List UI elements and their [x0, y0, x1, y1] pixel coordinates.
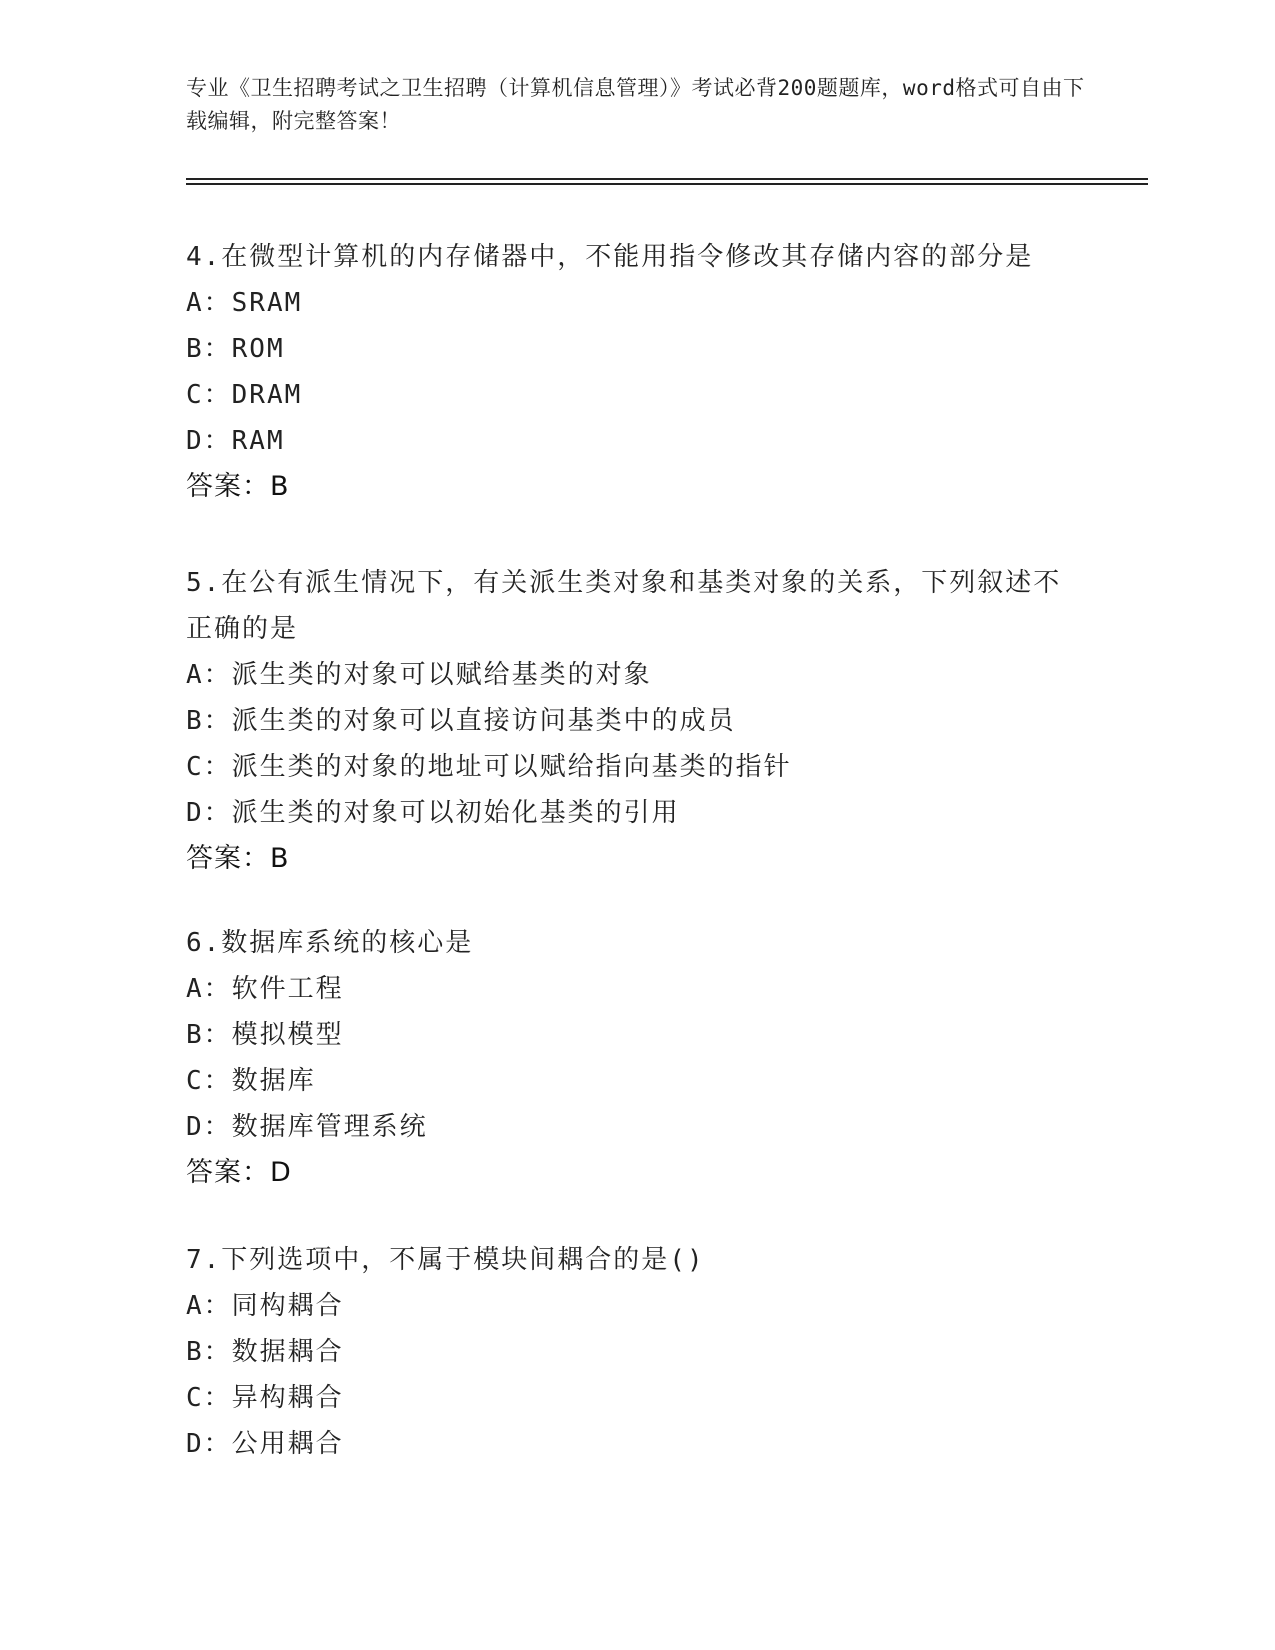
question-5 — [186, 560, 1086, 882]
question-7 — [186, 1237, 1086, 1467]
option-d: D：RAM — [186, 426, 285, 456]
option-d: D：数据库管理系统 — [186, 1112, 428, 1142]
option-c: C：异构耦合 — [186, 1383, 344, 1413]
header-text: 专业《卫生招聘考试之卫生招聘（计算机信息管理）》考试必背200题题库，word格式可自由下载编辑，附完整答案！ — [186, 76, 1085, 133]
option-d: D：派生类的对象可以初始化基类的引用 — [186, 798, 680, 828]
question-stem: 5.在公有派生情况下，有关派生类对象和基类对象的关系，下列叙述不正确的是 — [186, 568, 1062, 644]
question-stem: 4.在微型计算机的内存储器中，不能用指令修改其存储内容的部分是 — [186, 242, 1034, 272]
answer: 答案：D — [186, 1157, 292, 1188]
header-divider-top — [186, 178, 1148, 180]
header-divider-bottom — [186, 183, 1148, 185]
question-6 — [186, 920, 1086, 1196]
option-b: B：ROM — [186, 334, 285, 364]
answer: 答案：B — [186, 471, 290, 502]
option-d: D：公用耦合 — [186, 1429, 344, 1459]
option-b: B：模拟模型 — [186, 1020, 344, 1050]
document-header — [186, 72, 1086, 138]
option-c: C：DRAM — [186, 380, 303, 410]
question-stem: 7.下列选项中，不属于模块间耦合的是() — [186, 1245, 705, 1275]
option-c: C：派生类的对象的地址可以赋给指向基类的指针 — [186, 752, 792, 782]
option-c: C：数据库 — [186, 1066, 316, 1096]
option-a: A：同构耦合 — [186, 1291, 344, 1321]
option-b: B：派生类的对象可以直接访问基类中的成员 — [186, 706, 736, 736]
option-b: B：数据耦合 — [186, 1337, 344, 1367]
option-a: A：SRAM — [186, 288, 303, 318]
option-a: A：派生类的对象可以赋给基类的对象 — [186, 660, 652, 690]
option-a: A：软件工程 — [186, 974, 344, 1004]
question-4 — [186, 234, 1086, 510]
question-stem: 6.数据库系统的核心是 — [186, 928, 474, 958]
answer: 答案：B — [186, 843, 290, 874]
